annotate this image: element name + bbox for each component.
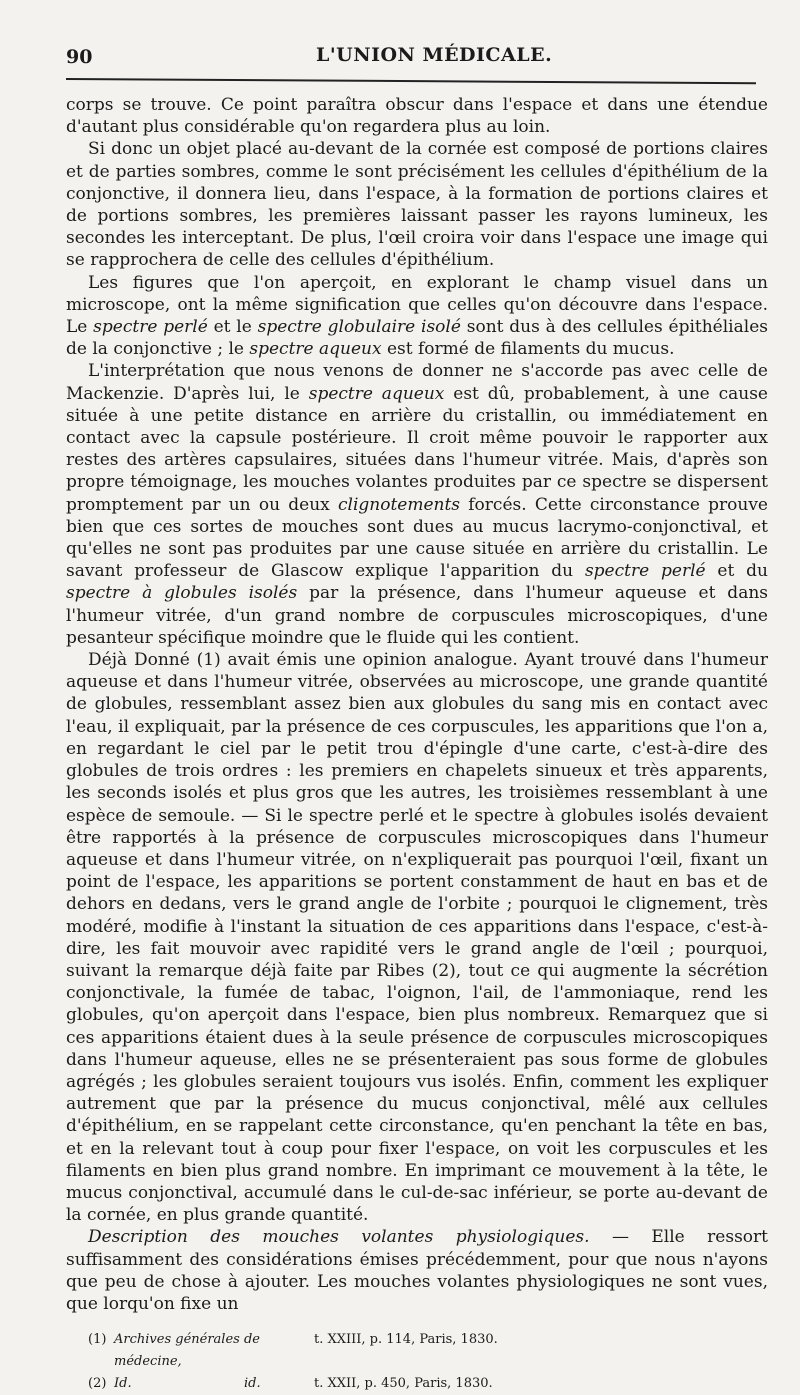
- text-run: L'interprétation que nous venons de donner ne s'accorde pas avec celle de Mackenzie. D'après lui, le: [66, 361, 768, 404]
- italic-text: spectre aqueux: [308, 383, 445, 404]
- text-run: et le: [207, 317, 258, 338]
- footnote-ref: t. XXII, p. 450, Paris, 1830.: [314, 1376, 493, 1392]
- text-run: par la présence, dans l'humeur aqueuse et dans l'humeur vitrée, d'un grand nombre de corpuscules microscopiques, d'une pesanteur spécifique moindre que le fluide qui les contient.: [66, 583, 768, 648]
- text-run: Si donc un objet placé au-devant de la cornée est composé de portions claires et de parties sombres, comme le sont précisément les cellules d'épithélium de la conjonctive, il donnera lieu, dans l'espace, à la formation de portions claires et de portions sombres, les premières laissant passer les rayons lumineux, les secondes les interceptant. De plus, l'œil croira voir dans l'espace une image qui se rapprochera de celle des cellules d'épithélium.: [66, 139, 768, 271]
- text-run: et du: [705, 561, 768, 582]
- italic-text: spectre à globules isolés: [66, 583, 298, 604]
- italic-text: spectre perlé: [584, 561, 706, 582]
- footnotes: [66, 1329, 768, 1395]
- page-number: 90: [66, 46, 93, 68]
- italic-text: spectre perlé: [93, 317, 208, 338]
- footnote-2: [88, 1373, 768, 1395]
- text-run: corps se trouve. Ce point paraîtra obscur dans l'espace et dans une étendue d'autant plus considérable qu'on regardera plus au loin.: [66, 95, 768, 138]
- footnote-mark: (2): [88, 1376, 107, 1392]
- italic-text: spectre globulaire isolé: [257, 317, 461, 338]
- paragraph: [66, 1226, 768, 1315]
- text-run: est formé de filaments du mucus.: [381, 339, 675, 360]
- text-run: sont dus à des cellules épithéliales de la conjonctive ; le: [66, 317, 768, 360]
- footnote-mark: (1): [88, 1332, 107, 1348]
- body-text: [66, 94, 768, 1315]
- italic-text: spectre aqueux: [249, 339, 382, 360]
- text-run: — Elle ressort suffisamment des considérations émises précédemment, pour que nous n'ayons que peu de chose à ajouter. Les mouches volantes physiologiques ne sont vues, que lorqu'on fixe un: [66, 1227, 768, 1314]
- text-run: forcés. Cette circonstance prouve bien que ces sortes de mouches sont dues au mucus lacrymo-conjonctival, et qu'elles ne sont pas produites par une cause située en arrière du cristallin. Le savant professeur de Glascow explique l'apparition du: [66, 494, 768, 582]
- running-title: L'UNION MÉDICALE.: [316, 44, 553, 66]
- header-rule: [66, 78, 756, 84]
- paragraph: [66, 94, 768, 138]
- italic-text: Description des mouches volantes physiologiques.: [88, 1227, 590, 1248]
- paragraph: [66, 649, 768, 1226]
- text-run: est dû, probablement, à une cause située à une petite distance en arrière du cristallin, ou immédiatement en contact avec la capsule postérieure. Il croit même pouvoir le rapporter aux restes des artères capsulaires, situées dans l'humeur vitrée. Mais, d'après son propre témoignage, les mouches volantes produites par ce spectre se dispersent promptement par un ou deux: [66, 383, 768, 515]
- page-header: [66, 40, 768, 70]
- footnote-work: Archives générales de médecine,: [114, 1332, 260, 1370]
- text-run: Déjà Donné (1) avait émis une opinion analogue. Ayant trouvé dans l'humeur aqueuse et dans l'humeur vitrée, observées au microscope, une grande quantité de globules, ressemblant assez bien aux globules du sang mis en contact avec l'eau, il expliquait, par la présence de ces corpuscules, les apparitions que l'on a, en regardant le ciel par le petit trou d'épingle d'une carte, c'est-à-dire des globules de trois ordres : les premiers en chapelets sinueux et très apparents, les seconds isolés et plus gros que les autres, les troisièmes ressemblant à une espèce de semoule. — Si le spectre perlé et le spectre à globules isolés devaient être rapportés à la présence de corpuscules microscopiques dans l'humeur aqueuse et dans l'humeur vitrée, on n'expliquerait pas pourquoi l'œil, fixant un point de l'espace, les apparitions se portent constamment de haut en bas et de dehors en dedans, vers le grand angle de l'orbite ; pourquoi le clignement, très modéré, modifie à l'instant la situation de ces apparitions dans l'espace, c'est-à-dire, les fait mouvoir avec rapidité vers le grand angle de l'œil ; pourquoi, suivant la remarque déjà faite par Ribes (2), tout ce qui augmente la sécrétion conjonctivale, la fumée de tabac, l'oignon, l'ail, de l'ammoniaque, rend les globules, qu'on aperçoit dans l'espace, bien plus nombreux. Remarquez que si ces apparitions étaient dues à la seule présence de corpuscules microscopiques dans l'humeur aqueuse, elles ne se présenteraient pas sous forme de globules agrégés ; les globules seraient toujours vus isolés. Enfin, comment les expliquer autrement que par la présence du mucus conjonctival, mêlé aux cellules d'épithélium, en se rappelant cette circonstance, qu'en penchant la tête en bas, et en la relevant tout à coup pour fixer l'espace, on voit les corpuscules et les filaments en bien plus grand nombre. En imprimant ce mouvement à la tête, le mucus conjonctival, accumulé dans le cul-de-sac inférieur, se porte au-devant de la cornée, en plus grande quantité.: [66, 650, 768, 1226]
- footnote-work-idem: id.: [244, 1376, 261, 1392]
- text-run: Les figures que l'on aperçoit, en explorant le champ visuel dans un microscope, ont la même signification que celles qu'on découvre dans l'espace. Le: [66, 272, 768, 338]
- footnote-ref: t. XXIII, p. 114, Paris, 1830.: [314, 1332, 498, 1348]
- paragraph: [66, 360, 768, 649]
- footnote-work: Id.: [114, 1376, 132, 1392]
- footnote-1: [88, 1329, 768, 1373]
- italic-text: clignotements: [337, 494, 461, 515]
- paragraph: [66, 138, 768, 271]
- paragraph: [66, 272, 768, 361]
